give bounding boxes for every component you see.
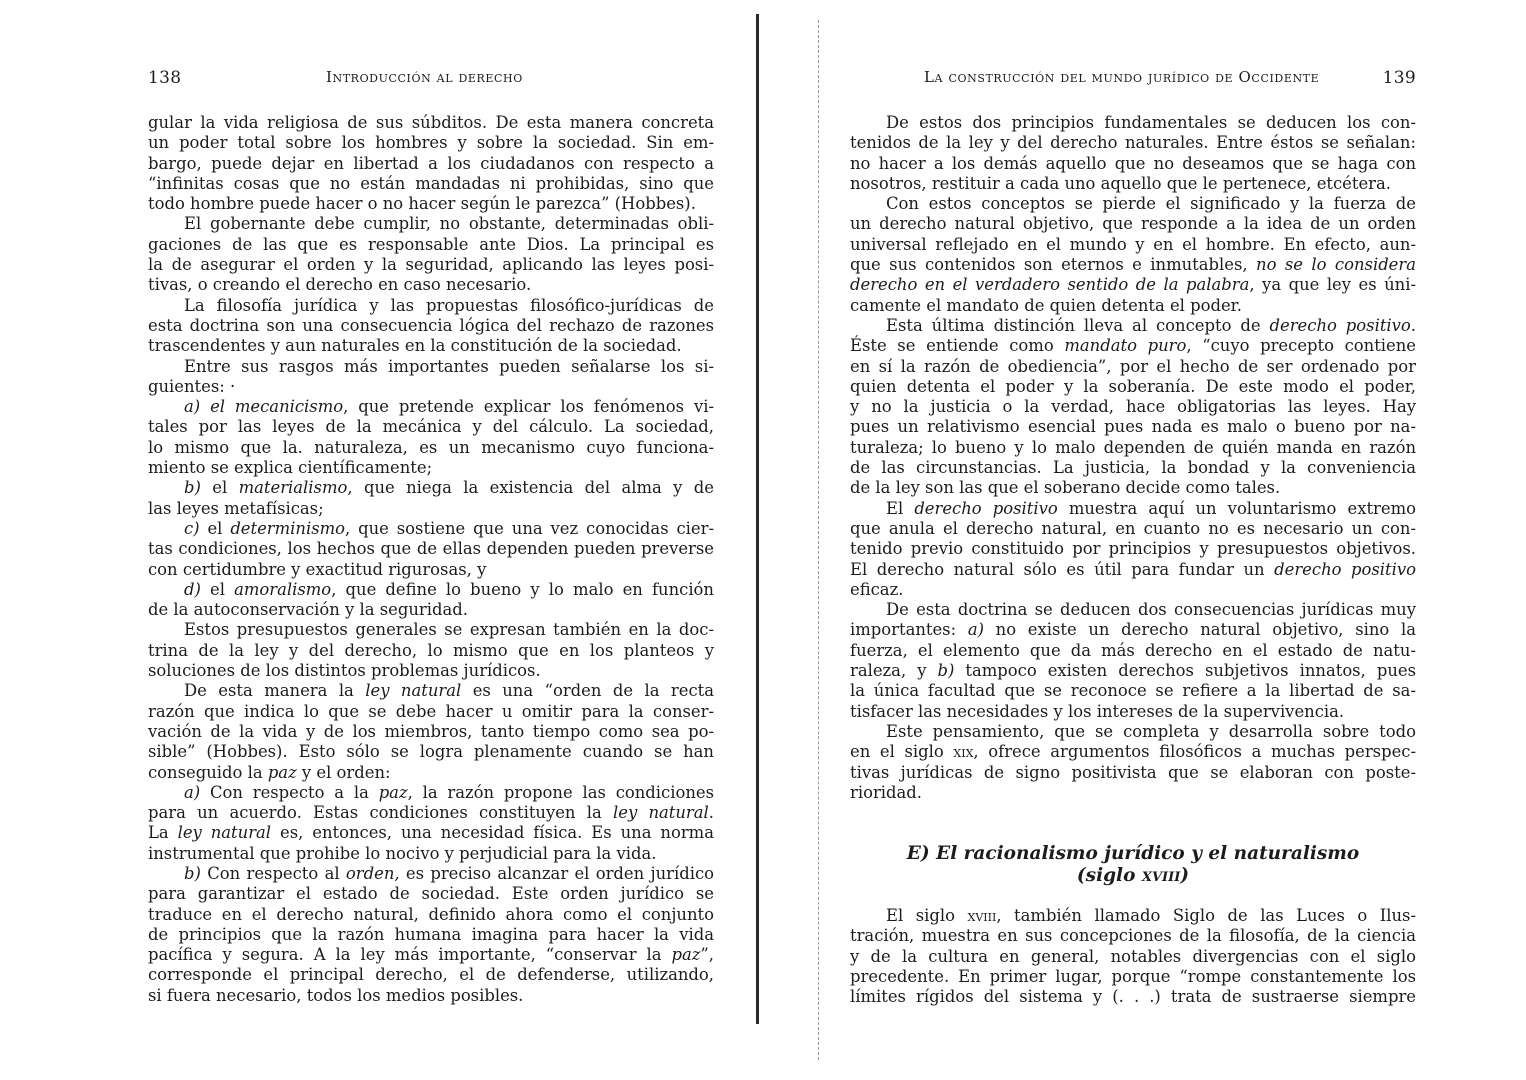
text-line: La filosofía jurídica y las propuestas filosófico-jurídicas de	[184, 295, 714, 315]
text-line: gaciones de las que es responsable ante Dios. La principal es	[148, 234, 714, 254]
text-line: lo mismo que la. naturaleza, es un mecanismo cuyo funciona-	[148, 437, 714, 457]
text-line: El derecho natural sólo es útil para fundar un derecho positivo	[850, 559, 1417, 579]
text-line: si fuera necesario, todos los medios posibles.	[148, 985, 524, 1005]
text-line: tenidos de la ley y del derecho naturales. Entre éstos se señalan:	[850, 133, 1416, 153]
text-line: y no la justicia o la verdad, hace obligatorias las leyes. Hay	[850, 397, 1416, 417]
text-line: pues un relativismo esencial pues nada es malo o bueno por na-	[850, 417, 1416, 437]
text-line: un derecho natural objetivo, que responde a la idea de un orden	[850, 214, 1416, 234]
text-line: rioridad.	[850, 782, 922, 802]
text-line: que sus contenidos son eternos e inmutables, no se lo considera	[850, 255, 1416, 275]
text-line: en el siglo xix, ofrece argumentos filosóficos a muchas perspec-	[850, 742, 1416, 762]
text-line: precedente. En primer lugar, porque “rompe constantemente los	[850, 966, 1416, 986]
text-line: El gobernante debe cumplir, no obstante, determinadas obli-	[184, 214, 714, 234]
text-line: de las circunstancias. La justicia, la bondad y la conveniencia	[850, 458, 1416, 478]
page-number: 139	[1382, 68, 1416, 88]
text-line: Con estos conceptos se pierde el significado y la fuerza de	[886, 194, 1416, 214]
text-line: esta doctrina son una consecuencia lógica del rechazo de razones	[148, 315, 714, 335]
text-line: a) el mecanicismo, que pretende explicar los fenómenos vi-	[184, 397, 714, 417]
text-line: que anula el derecho natural, en cuanto no es necesario un con-	[850, 518, 1416, 538]
text-line: universal reflejado en el mundo y en el hombre. En efecto, aun-	[850, 234, 1416, 254]
text-line: b) el materialismo, que niega la existencia del alma y de	[184, 478, 714, 498]
text-line: tración, muestra en sus concepciones de la filosofía, de la ciencia	[850, 926, 1416, 946]
text-line: tisfacer las necesidades y los intereses de la supervivencia.	[850, 701, 1345, 721]
text-line: tas condiciones, los hechos que de ellas dependen pueden preverse	[148, 539, 714, 559]
text-line: gular la vida religiosa de sus súbditos. De esta manera concreta	[148, 113, 714, 132]
text-line: b) Con respecto al orden, es preciso alcanzar el orden jurídico	[184, 863, 714, 883]
text-line: de la ley son las que el soberano decide como tales.	[850, 478, 1281, 498]
text-line: no hacer a los demás aquello que no deseamos que se haga con	[850, 153, 1416, 173]
section-heading-line-1: E) El racionalismo jurídico y el naturalismo	[906, 843, 1360, 864]
text-line: todo hombre puede hacer o no hacer según le parezca” (Hobbes).	[148, 194, 696, 214]
section-heading	[850, 843, 1416, 887]
text-line: para un acuerdo. Estas condiciones constituyen la ley natural.	[148, 803, 714, 823]
text-line: Este pensamiento, que se completa y desarrolla sobre todo	[886, 721, 1416, 741]
text-line: trascendentes y aun naturales en la constitución de la sociedad.	[148, 336, 682, 356]
text-line: bargo, puede dejar en libertad a los ciudadanos con respecto a	[148, 153, 714, 173]
text-line: la única facultad que se reconoce se refiere a la libertad de sa-	[850, 681, 1416, 701]
text-line: sible” (Hobbes). Esto sólo se logra plenamente cuando se han	[148, 742, 714, 762]
text-line: trina de la ley y del derecho, lo mismo que en los planteos y	[148, 640, 714, 660]
text-line: La ley natural es, entonces, una necesidad física. Es una norma	[148, 823, 714, 843]
text-line: Esta última distinción lleva al concepto de derecho positivo.	[886, 315, 1416, 335]
text-line: conseguido la paz y el orden:	[148, 762, 391, 782]
text-line: El siglo xviii, también llamado Siglo de las Luces o Ilus-	[886, 906, 1416, 925]
text-line: para garantizar el estado de sociedad. Este orden jurídico se	[148, 884, 714, 904]
text-line: raleza, y b) tampoco existen derechos subjetivos innatos, pues	[850, 661, 1416, 681]
text-line: c) el determinismo, que sostiene que una vez conocidas cier-	[184, 518, 714, 538]
text-line: importantes: a) no existe un derecho natural objetivo, sino la	[850, 620, 1416, 640]
section-heading-line-2: (siglo xviii)	[1076, 865, 1190, 886]
running-head: La construcción del mundo jurídico de Occidente	[924, 68, 1320, 86]
text-line: de la autoconservación y la seguridad.	[148, 600, 468, 620]
text-line: nosotros, restituir a cada uno aquello que le pertenece, etcétera.	[850, 173, 1391, 193]
text-line: tivas, o creando el derecho en caso necesario.	[148, 275, 532, 295]
text-line: guientes: ·	[148, 376, 236, 396]
text-line: d) el amoralismo, que define lo bueno y lo malo en función	[184, 579, 714, 599]
text-line: corresponde el principal derecho, el de defenderse, utilizando,	[148, 965, 714, 985]
text-line: El derecho positivo muestra aquí un voluntarismo extremo	[886, 498, 1416, 518]
text-line: traduce en el derecho natural, definido ahora como el conjunto	[148, 904, 714, 924]
text-line: instrumental que prohibe lo nocivo y perjudicial para la vida.	[148, 843, 657, 863]
text-line: Entre sus rasgos más importantes pueden señalarse los si-	[184, 356, 714, 376]
text-line: tivas jurídicas de signo positivista que se elaboran con poste-	[850, 762, 1416, 782]
text-line: eficaz.	[850, 579, 904, 599]
text-line: De esta doctrina se deducen dos consecuencias jurídicas muy	[886, 600, 1416, 620]
text-line: y de la cultura en general, notables divergencias con el siglo	[850, 946, 1416, 966]
text-line: “infinitas cosas que no están mandadas ni prohibidas, sino que	[148, 173, 714, 193]
text-line: camente el mandato de quien detenta el poder.	[850, 295, 1242, 315]
text-line: en sí la razón de obediencia”, por el hecho de ser ordenado por	[850, 356, 1416, 376]
text-line: soluciones de los distintos problemas jurídicos.	[148, 661, 541, 681]
text-line: un poder total sobre los hombres y sobre la sociedad. Sin em-	[148, 133, 714, 153]
text-line: vación de la vida y de los miembros, tanto tiempo como sea po-	[148, 721, 714, 741]
text-line: con certidumbre y exactitud rigurosas, y	[148, 559, 487, 579]
text-line: miento se explica científicamente;	[148, 458, 433, 478]
text-line: turaleza; lo bueno y lo malo dependen de quién manda en razón	[850, 437, 1416, 457]
text-line: fuerza, el elemento que da más derecho en el estado de natu-	[850, 640, 1416, 660]
text-line: razón que indica lo que se debe hacer u omitir para la conser-	[148, 701, 714, 721]
text-line: de principios que la razón humana imagina para hacer la vida	[148, 924, 714, 944]
text-line: Estos presupuestos generales se expresan también en la doc-	[184, 620, 714, 640]
text-line: quien detenta el poder y la soberanía. De este modo el poder,	[850, 376, 1416, 396]
right-body-text-continued	[850, 906, 1416, 1007]
text-line: tenido previo constituido por principios y presupuestos objetivos.	[850, 539, 1416, 559]
text-line: pacífica y segura. A la ley más importante, “conservar la paz”,	[148, 945, 714, 965]
text-line: límites rígidos del sistema y (. . .) trata de sustraerse siempre	[850, 987, 1416, 1007]
text-line: derecho en el verdadero sentido de la palabra, ya que ley es úni-	[850, 275, 1416, 295]
text-line: tales por las leyes de la mecánica y del cálculo. La sociedad,	[148, 417, 714, 437]
text-line: las leyes metafísicas;	[148, 498, 324, 518]
right-body-text	[850, 113, 1416, 803]
text-line: De esta manera la ley natural es una “orden de la recta	[184, 681, 715, 701]
text-line: a) Con respecto a la paz, la razón propone las condiciones	[184, 782, 714, 802]
running-head: Introducción al derecho	[326, 68, 523, 86]
text-line: la de asegurar el orden y la seguridad, aplicando las leyes posi-	[148, 255, 714, 275]
text-line: De estos dos principios fundamentales se deducen los con-	[886, 113, 1416, 132]
text-line: Éste se entiende como mandato puro, “cuyo precepto contiene	[850, 336, 1416, 356]
page-number: 138	[148, 68, 182, 88]
